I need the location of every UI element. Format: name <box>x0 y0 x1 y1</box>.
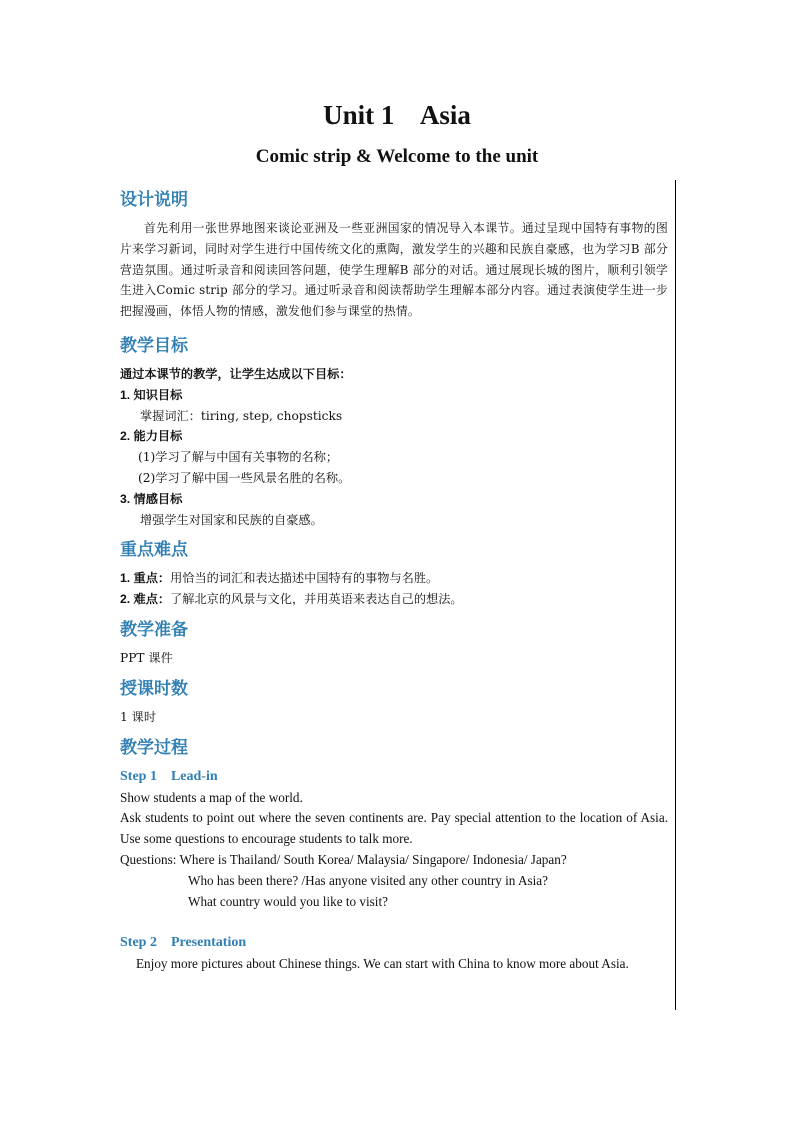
section-heading-prep: 教学准备 <box>120 619 188 640</box>
key-point-2 <box>120 589 668 610</box>
key-point-2-text: 了解北京的风景与文化，并用英语来表达自己的想法。 <box>170 592 463 607</box>
section-heading-process: 教学过程 <box>120 737 188 758</box>
goal-ability-item-2: (2)学习了解中国一些风景名胜的名称。 <box>138 470 351 485</box>
page-subtitle: Comic strip & Welcome to the unit <box>255 146 539 167</box>
page-title: Unit 1 Asia <box>323 100 471 130</box>
design-paragraph: 首先利用一张世界地图来谈论亚洲及一些亚洲国家的情况导入本课节。通过呈现中国特有事物的图片来学习新词，同时对学生进行中国传统文化的熏陶，激发学生的兴趣和民族自豪感，也为学习B 部分营造氛围。通过听录音和阅读回答问题，使学生理解B 部分的对话。通过展现长城的图片，顺利引领学生进入Comic strip 部分的学习。通过听录音和阅读帮助学生理解本部分内容。通过表演使学生进一步把握漫画，体悟人物的情感，激发他们参与课堂的热情。 <box>120 221 668 319</box>
key-point-1-label: 1. 重点： <box>120 571 171 586</box>
goal-knowledge-title: 1. 知识目标 <box>120 387 183 402</box>
section-heading-design: 设计说明 <box>120 190 188 210</box>
goals-intro: 通过本课节的教学，让学生达成以下目标： <box>120 366 352 381</box>
section-heading-key-points: 重点难点 <box>120 540 188 561</box>
step-1-line-1: Show students a map of the world. <box>120 789 303 805</box>
section-heading-goals: 教学目标 <box>120 335 188 356</box>
key-point-1-text: 用恰当的词汇和表达描述中国特有的事物与名胜。 <box>170 571 439 586</box>
document-body <box>120 186 668 975</box>
prep-text: PPT 课件 <box>120 650 173 665</box>
step-1-title: Step 1 Lead-in <box>120 768 218 784</box>
step-2-title: Step 2 Presentation <box>120 935 247 951</box>
key-point-1 <box>120 568 668 589</box>
time-text: 1 课时 <box>120 709 157 724</box>
goal-ability-title: 2. 能力目标 <box>120 429 183 444</box>
goal-emotion-item: 增强学生对国家和民族的自豪感。 <box>140 512 323 527</box>
goal-knowledge-item: 掌握词汇：tiring, step, chopsticks <box>140 408 343 423</box>
step-1-question-2: Who has been there? /Has anyone visited any other country in Asia? <box>188 872 548 888</box>
goal-emotion-title: 3. 情感目标 <box>120 491 183 506</box>
step-1-question-1: Questions: Where is Thailand/ South Korea/ Malaysia/ Singapore/ Indonesia/ Japan? <box>120 851 567 867</box>
goal-ability-item-1: (1)学习了解与中国有关事物的名称； <box>138 450 339 465</box>
step-2-line-1: Enjoy more pictures about Chinese things. We can start with China to know more about Asia. <box>136 956 629 972</box>
step-1-line-2: Ask students to point out where the seven continents are. Pay special attention to the location of Asia. Use some questions to encourage students to talk more. <box>120 810 668 847</box>
right-margin-rule <box>675 180 676 1010</box>
step-1-question-3: What country would you like to visit? <box>188 893 388 909</box>
section-heading-time: 授课时数 <box>120 678 188 699</box>
key-point-2-label: 2. 难点： <box>120 592 171 607</box>
